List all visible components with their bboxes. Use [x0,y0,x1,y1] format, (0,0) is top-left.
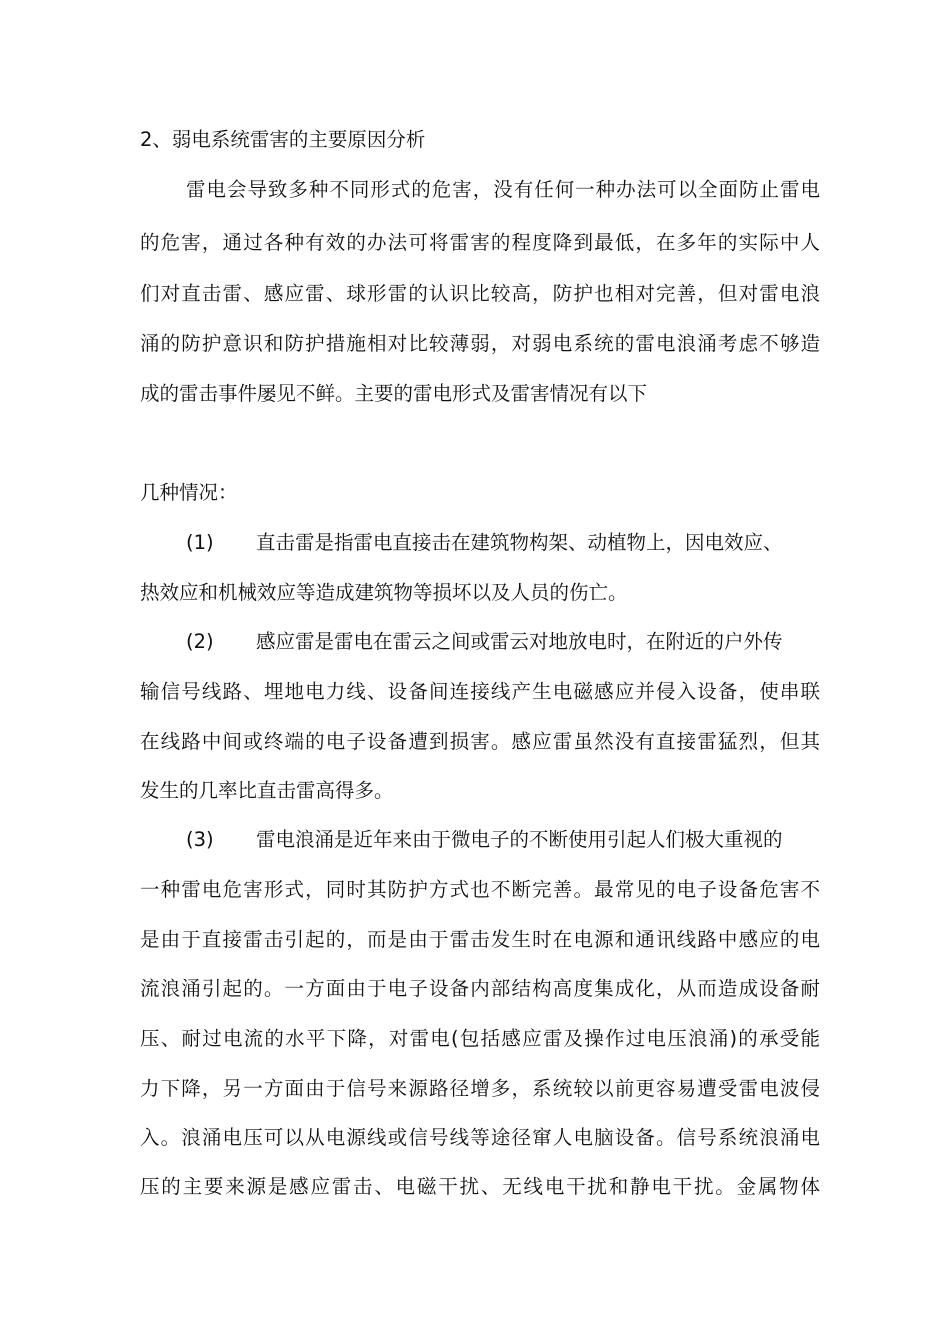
paragraph-line: 发生的几率比直击雷高得多。 [140,779,394,802]
paragraph-line: 涌的防护意识和防护措施相对比较薄弱，对弱电系统的雷电浪涌考虑不够造 [140,332,820,355]
item-text: 直击雷是指雷电直接击在建筑物构架、动植物上，因电效应、 [256,531,783,554]
paragraph-line: 成的雷击事件屡见不鲜。主要的雷电形式及雷害情况有以下 [140,382,648,405]
paragraph-line: 力下降，另一方面由于信号来源路径增多，系统较以前更容易遭受雷电波侵 [140,1077,820,1100]
item-text: 雷电浪涌是近年来由于微电子的不断使用引起人们极大重视的 [256,828,783,851]
paragraph-line: 在线路中间或终端的电子设备遭到损害。感应雷虽然没有直接雷猛烈，但其 [140,730,820,753]
paragraph-line: 输信号线路、埋地电力线、设备间连接线产生电磁感应并侵入设备，使串联 [140,680,820,703]
list-item-first-line [186,628,820,656]
item-number: (2) [186,630,214,653]
section-heading: 2、弱电系统雷害的主要原因分析 [140,128,426,151]
paragraph-line: 一种雷电危害形式，同时其防护方式也不断完善。最常见的电子设备危害不 [140,878,820,901]
paragraph-line: 们对直击雷、感应雷、球形雷的认识比较高，防护也相对完善，但对雷电浪 [140,282,820,305]
paragraph-line: 压、耐过电流的水平下降，对雷电(包括感应雷及操作过电压浪涌)的承受能 [140,1027,820,1050]
item-number: (1) [186,531,214,554]
item-text: 感应雷是雷电在雷云之间或雷云对地放电时，在附近的户外传 [256,630,783,653]
paragraph-line: 的危害，通过各种有效的办法可将雷害的程度降到最低，在多年的实际中人 [140,231,820,254]
paragraph-line: 几种情况： [140,481,238,504]
paragraph-line: 入。浪涌电压可以从电源线或信号线等途径窜人电脑设备。信号系统浪涌电 [140,1126,820,1149]
paragraph-line: 流浪涌引起的。一方面由于电子设备内部结构高度集成化，从而造成设备耐 [140,977,820,1000]
paragraph-line: 压的主要来源是感应雷击、电磁干扰、无线电干扰和静电干扰。金属物体 [140,1175,820,1198]
item-number: (3) [186,828,214,851]
list-item-first-line [186,826,820,854]
list-item-first-line [186,529,820,557]
paragraph-line: 雷电会导致多种不同形式的危害，没有任何一种办法可以全面防止雷电 [186,178,820,201]
paragraph-line: 热效应和机械效应等造成建筑物等损坏以及人员的伤亡。 [140,581,628,604]
paragraph-line: 是由于直接雷击引起的，而是由于雷击发生时在电源和通讯线路中感应的电 [140,928,820,951]
